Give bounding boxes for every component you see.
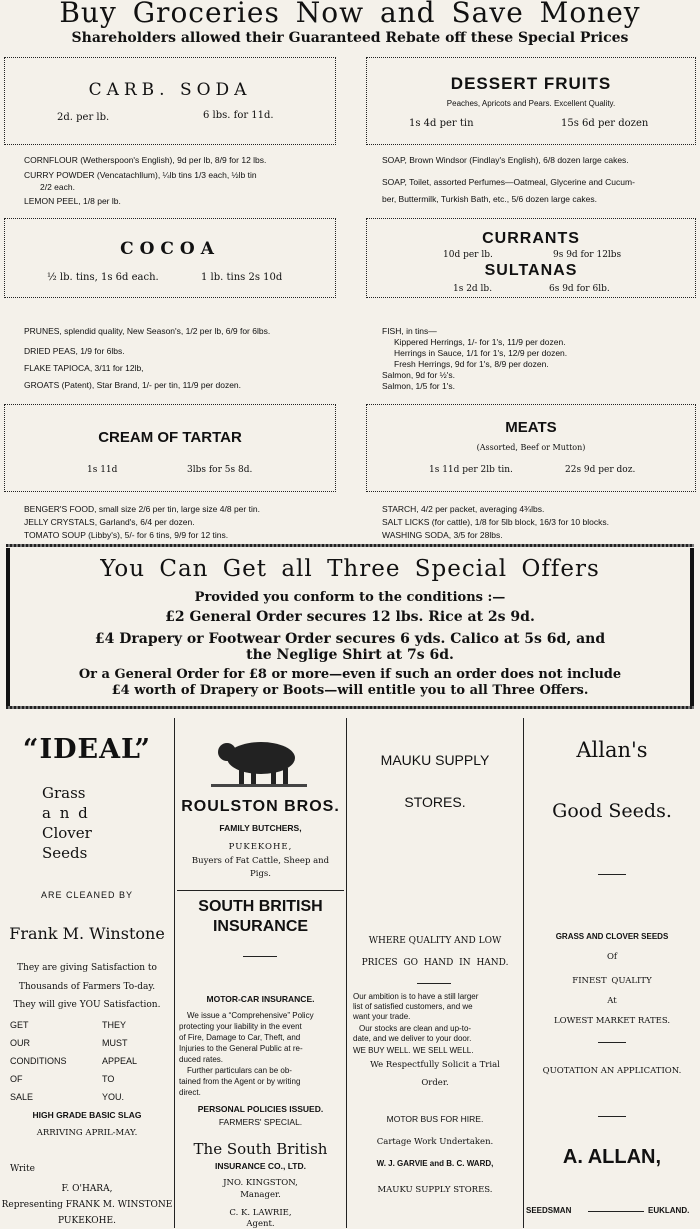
short-rule [243, 956, 277, 957]
list-item: GROATS (Patent), Star Brand, 1/- per tin, 11/9 per dozen. [24, 380, 242, 390]
south-british-agent: Agent. [246, 1219, 275, 1229]
south-british-co: INSURANCE CO., LTD. [215, 1161, 306, 1171]
ideal-right-col: APPEAL [102, 1056, 138, 1066]
carb-soda-title: CARB. SODA [88, 80, 252, 100]
list-item: CURRY POWDER (Vencatachllum), ¼lb tins 1/3 each, ½lb tin [24, 170, 257, 180]
insurance-para: duced rates. [179, 1055, 224, 1064]
ideal-left-col: OUR [10, 1038, 30, 1048]
mauku-solicit1: We Respectfully Solicit a Trial [370, 1060, 500, 1070]
list-item: SOAP, Toilet, assorted Perfumes—Oatmeal, Glycerine and Cucum- [382, 177, 635, 187]
mauku-q1: WHERE QUALITY AND LOW [368, 936, 502, 946]
ideal-town: PUKEKOHE. [58, 1216, 116, 1226]
mauku-para: want your trade. [353, 1012, 411, 1021]
south-british-farmers: FARMERS' SPECIAL. [218, 1117, 303, 1127]
short-rule [598, 1116, 626, 1117]
ideal-left-col: CONDITIONS [10, 1056, 67, 1066]
cream-of-tartar-title: CREAM OF TARTAR [98, 429, 242, 446]
offers-line4: the Neglige Shirt at 7s 6d. [246, 647, 454, 663]
mauku-names: W. J. GARVIE and B. C. WARD, [376, 1159, 494, 1168]
meats-box [366, 404, 696, 492]
allan-seeds: Good Seeds. [552, 800, 672, 822]
ideal-ohara: F. O'HARA, [61, 1184, 113, 1194]
list-item: Fresh Herrings, 9d for 1's, 8/9 per dozen. [394, 359, 549, 369]
south-british-title2: INSURANCE [212, 918, 309, 935]
meats-desc: (Assorted, Beef or Mutton) [476, 443, 586, 452]
list-item: WASHING SODA, 3/5 for 28lbs. [382, 530, 503, 540]
ideal-right-col: TO [102, 1074, 115, 1084]
offers-line6: £4 worth of Drapery or Boots—will entitle you to all Three Offers. [111, 683, 589, 698]
allan-grass: GRASS AND CLOVER SEEDS [555, 932, 669, 941]
sultanas-price2: 6s 9d for 6lb. [549, 284, 610, 294]
mauku-ad [347, 718, 523, 1228]
list-item: BENGER'S FOOD, small size 2/6 per tin, large size 4/8 per tin. [24, 504, 260, 514]
mauku-cartage: Cartage Work Undertaken. [376, 1137, 494, 1147]
ideal-word: a n d [42, 804, 90, 822]
mauku-para: date, and we deliver to your door. [353, 1034, 472, 1043]
dessert-fruits-title: DESSERT FRUITS [450, 74, 612, 93]
special-offers-box [6, 548, 694, 708]
carb-soda-price1: 2d. per lb. [57, 112, 110, 123]
list-item: STARCH, 4/2 per packet, averaging 4¾lbs. [382, 504, 545, 514]
insurance-para: of Fire, Damage to Car, Theft, and [179, 1033, 301, 1042]
ideal-left-col: GET [10, 1020, 29, 1030]
ideal-line1: They are giving Satisfaction to [17, 963, 157, 973]
list-item: TOMATO SOUP (Libby's), 5/- for 6 tins, 9/9 for 12 tins. [24, 530, 229, 540]
ideal-slag: HIGH GRADE BASIC SLAG [32, 1110, 142, 1120]
ideal-rep: Representing FRANK M. WINSTONE [1, 1200, 173, 1210]
allan-title: Allan's [576, 738, 648, 762]
mauku-solicit2: Order. [421, 1078, 449, 1088]
list-item: CORNFLOUR (Wetherspoon's English), 9d per lb, 8/9 for 12 lbs. [24, 155, 267, 165]
offers-title: You Can Get all Three Special Offers [100, 556, 600, 582]
ideal-left-col: SALE [10, 1092, 34, 1102]
south-british-lawrie: C. K. LAWRIE, [229, 1208, 292, 1218]
mauku-para: list of satisfied customers, and we [353, 1002, 473, 1011]
offer-top-rule [6, 544, 694, 547]
roulston-buyers2: Pigs. [250, 869, 271, 879]
ideal-word: Seeds [42, 844, 88, 862]
page-subtitle: Shareholders allowed their Guaranteed Rebate off these Special Prices [71, 30, 629, 46]
list-item: 2/2 each. [40, 182, 75, 192]
offer-bottom-rule [6, 706, 694, 709]
south-british-company: The South British [193, 1140, 328, 1158]
allan-name: A. ALLAN, [562, 1146, 662, 1168]
currants-price2: 9s 9d for 12lbs [553, 250, 622, 260]
allan-ad [524, 718, 700, 1228]
allan-of: Of [606, 952, 618, 962]
currants-title: CURRANTS [482, 230, 580, 247]
mauku-para: Our ambition is to have a still larger [353, 992, 479, 1001]
south-british-jno: JNO. KINGSTON, [223, 1178, 298, 1188]
list-item: Herrings in Sauce, 1/1 for 1's, 12/9 per dozen. [394, 348, 568, 358]
ideal-right-col: YOU. [102, 1092, 125, 1102]
short-rule [598, 1042, 626, 1043]
sultanas-price1: 1s 2d lb. [453, 284, 493, 294]
mauku-motor: MOTOR BUS FOR HIRE. [386, 1114, 484, 1124]
ideal-left-col: OF [10, 1074, 23, 1084]
ideal-ad [0, 718, 174, 1228]
south-british-title1: SOUTH BRITISH [198, 898, 323, 915]
offers-line1: Provided you conform to the conditions :— [194, 590, 506, 605]
allan-quote: QUOTATION AN APPLICATION. [542, 1066, 682, 1076]
cocoa-price2: 1 lb. tins 2s 10d [201, 272, 283, 283]
page-title: Buy Groceries Now and Save Money [59, 0, 641, 29]
list-item: Kippered Herrings, 1/- for 1's, 11/9 per dozen. [394, 337, 566, 347]
cream-of-tartar-price2: 3lbs for 5s 8d. [187, 465, 253, 475]
allan-finest: FINEST QUALITY [572, 976, 652, 986]
currants-price1: 10d per lb. [443, 250, 493, 260]
dessert-fruits-price1: 1s 4d per tin [409, 118, 474, 129]
dessert-fruits-box [366, 57, 696, 145]
insurance-para: Further particulars can be ob- [187, 1066, 292, 1075]
roulston-name: ROULSTON BROS. [181, 798, 340, 815]
cocoa-price1: ½ lb. tins, 1s 6d each. [47, 272, 159, 283]
south-british-personal: PERSONAL POLICIES ISSUED. [197, 1104, 324, 1114]
mauku-title1: MAUKU SUPPLY [380, 752, 490, 768]
ideal-word: Grass [42, 784, 86, 802]
ideal-name: Frank M. Winstone [9, 924, 165, 943]
cream-of-tartar-price1: 1s 11d [87, 465, 118, 475]
allan-lowest: LOWEST MARKET RATES. [553, 1016, 671, 1026]
meats-price1: 1s 11d per 2lb tin. [429, 465, 513, 475]
bull-icon [211, 730, 307, 788]
meats-title: MEATS [505, 419, 557, 436]
currants-sultanas-box [366, 218, 696, 298]
ideal-line3: They will give YOU Satisfaction. [13, 1000, 161, 1010]
ideal-right-col: MUST [102, 1038, 128, 1048]
list-item: PRUNES, splendid quality, New Season's, 1/2 per lb, 6/9 for 6lbs. [24, 326, 271, 336]
ideal-word: Clover [42, 824, 92, 842]
allan-town: EUKLAND. [648, 1206, 690, 1215]
list-item: Salmon, 1/5 for 1's. [382, 381, 455, 391]
roulston-town: PUKEKOHE, [228, 842, 293, 852]
insurance-para: Injuries to the General Public at re- [179, 1044, 303, 1053]
offers-line3: £4 Drapery or Footwear Order secures 6 yds. Calico at 5s 6d, and [94, 631, 606, 647]
list-item: FLAKE TAPIOCA, 3/11 for 12lb, [24, 363, 144, 373]
roulston-desc: FAMILY BUTCHERS, [219, 823, 302, 833]
mauku-title2: STORES. [404, 794, 466, 810]
insurance-para: We issue a “Comprehensive” Policy [187, 1011, 314, 1020]
mauku-q2: PRICES GO HAND IN HAND. [361, 958, 509, 968]
list-item: SALT LICKS (for cattle), 1/8 for 5lb block, 16/3 for 10 blocks. [382, 517, 609, 527]
list-item: Salmon, 9d for ½'s. [382, 370, 455, 380]
list-item: ber, Buttermilk, Turkish Bath, etc., 5/6 dozen large cakes. [382, 194, 597, 204]
offers-line5: Or a General Order for £8 or more—even if such an order does not include [78, 667, 622, 682]
short-rule [598, 874, 626, 875]
mauku-para: WE BUY WELL. WE SELL WELL. [353, 1046, 474, 1055]
ideal-right-col: THEY [102, 1020, 127, 1030]
roulston-insurance-ad [175, 718, 346, 1228]
offers-line2: £2 General Order secures 12 lbs. Rice at 2s 9d. [165, 609, 535, 625]
ideal-line2: Thousands of Farmers To-day. [18, 982, 156, 992]
ideal-write: Write [10, 1164, 35, 1174]
insurance-para: protecting your liability in the event [179, 1022, 302, 1031]
mauku-stores: MAUKU SUPPLY STORES. [377, 1185, 493, 1195]
list-item: JELLY CRYSTALS, Garland's, 6/4 per dozen. [24, 517, 195, 527]
insurance-para: tained from the Agent or by writing [179, 1077, 301, 1086]
list-item: SOAP, Brown Windsor (Findlay's English), 6/8 dozen large cakes. [382, 155, 629, 165]
list-item: DRIED PEAS, 1/9 for 6lbs. [24, 346, 125, 356]
dessert-fruits-desc: Peaches, Apricots and Pears. Excellent Quality. [446, 99, 616, 108]
ideal-arriving: ARRIVING APRIL-MAY. [36, 1128, 138, 1138]
section-divider [177, 890, 344, 891]
meats-price2: 22s 9d per doz. [565, 465, 636, 475]
south-british-manager: Manager. [240, 1190, 281, 1200]
dessert-fruits-price2: 15s 6d per dozen [561, 118, 649, 129]
short-rule [417, 983, 451, 984]
south-british-motor: MOTOR-CAR INSURANCE. [206, 994, 315, 1004]
allan-at: At [607, 996, 617, 1006]
roulston-buyers1: Buyers of Fat Cattle, Sheep and [191, 856, 330, 866]
ideal-title: “IDEAL” [22, 734, 152, 765]
carb-soda-box [4, 57, 336, 145]
allan-seedsman: SEEDSMAN [526, 1206, 572, 1215]
cream-of-tartar-box [4, 404, 336, 492]
list-item: LEMON PEEL, 1/8 per lb. [24, 196, 121, 206]
carb-soda-price2: 6 lbs. for 11d. [203, 110, 274, 121]
cocoa-title: COCOA [120, 239, 220, 259]
short-rule [588, 1211, 644, 1212]
sultanas-title: SULTANAS [484, 262, 578, 279]
mauku-para: Our stocks are clean and up-to- [359, 1024, 472, 1033]
insurance-para: direct. [179, 1088, 201, 1097]
cocoa-box [4, 218, 336, 298]
list-item: FISH, in tins— [382, 326, 437, 336]
ideal-cleaned: ARE CLEANED BY [40, 890, 134, 900]
